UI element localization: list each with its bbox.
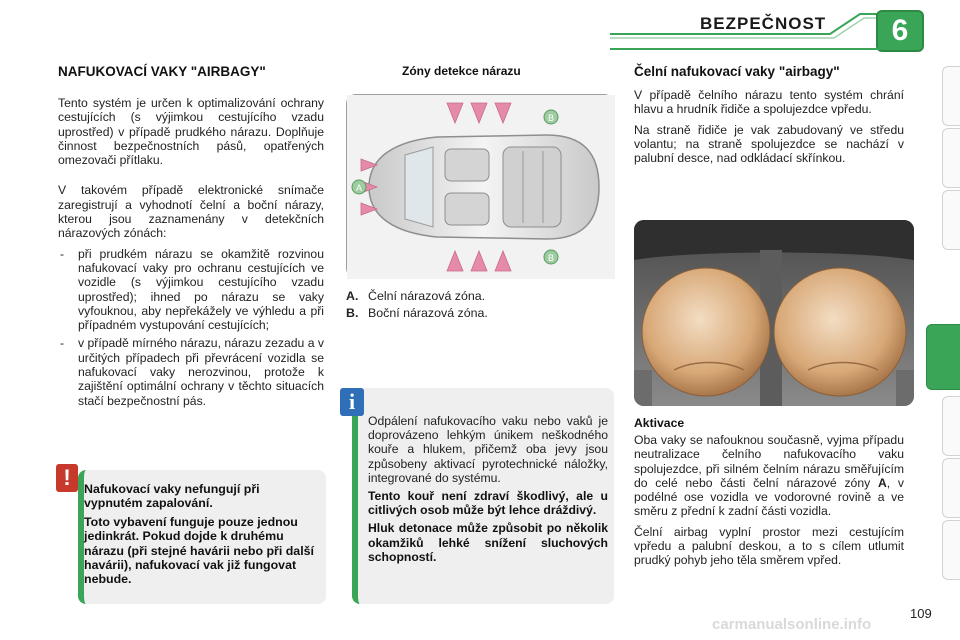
info-text xyxy=(368,414,608,568)
chapter-number-badge: 6 xyxy=(876,10,924,52)
list-item: - při prudkém nárazu se okamžitě rozvinou nafukovací vaky pro ochranu cestujících ve vozidle (s výjimkou cestujícího vzadu uprostřed); ihned po nárazu se vaky vyfouknou, aby nepřekážely ve výhledu a při případném vystupování cestujících; xyxy=(58,247,324,333)
legend-item-a: A. Čelní nárazová zóna. xyxy=(346,289,486,303)
front-airbags-photo xyxy=(634,220,914,406)
zone-legend xyxy=(346,288,488,322)
list-item: - v případě mírného nárazu, nárazu zezadu a v určitých případech při převrácení vozidla se nafukovací vaky nerozvinou, protože k zajištění optimální ochrany v těchto situacích stačí bezpečnostní pás. xyxy=(58,336,324,407)
front-airbags-title: Čelní nafukovací vaky "airbagy" xyxy=(634,64,840,79)
zone-a-marker: A xyxy=(355,183,363,193)
impact-zone-diagram xyxy=(346,94,614,278)
warning-body: Toto vybavení funguje pouze jednou jedinkrát. Pokud dojde k druhému nárazu (při stejné havárii nebo při další havárii), nafukovací vak již fungovat nebude. xyxy=(84,514,314,587)
activation-p1: Oba vaky se nafouknou současně, vyjma případu neutralizace čelního nafukovacího vaku spolujezdce, při silném čelním nárazu směřujícím do celé nebo části čelní nárazové zóny A, v podélné ose vozidla ve vodorovné rovině a ve směru z přední k zadní části vozidla. xyxy=(634,433,904,519)
warning-heading: Nafukovací vaky nefungují při vypnutém zapalování. xyxy=(84,482,260,511)
activation-p2: Čelní airbag vyplní prostor mezi cestujícím vpředu a palubní deskou, a to s cílem utlumit prudký pohyb jeho těla směrem vpřed. xyxy=(634,524,904,568)
header-rule xyxy=(610,48,880,50)
info-icon: i xyxy=(340,388,364,416)
deployment-list xyxy=(58,247,324,408)
chapter-side-tabs xyxy=(926,66,960,626)
chapter-tab[interactable] xyxy=(942,128,960,188)
left-column-text xyxy=(58,96,324,412)
warning-text xyxy=(84,482,320,591)
zones-title: Zóny detekce nárazu xyxy=(402,64,521,78)
front-airbags-p1: V případě čelního nárazu tento systém chrání hlavu a hrudník řidiče a spolujezdce vpředu. xyxy=(634,88,904,117)
page-number: 109 xyxy=(910,606,932,621)
zone-b-marker-top: B xyxy=(547,113,555,123)
chapter-tab[interactable] xyxy=(942,66,960,126)
legend-item-b: B. Boční nárazová zóna. xyxy=(346,306,488,320)
chapter-tab[interactable] xyxy=(942,396,960,456)
info-smoke-note: Tento kouř není zdraví škodlivý, ale u citlivých osob může být lehce dráždivý. xyxy=(368,489,608,518)
airbags-intro-paragraph: Tento systém je určen k optimalizování ochrany cestujících (s výjimkou cestujícího vzadu uprostřed) v případě prudkého nárazu. Doplňuje činnost bezpečnostních pásů, opatřených omezovači přítlaku. xyxy=(58,96,324,168)
watermark: carmanualsonline.info xyxy=(712,616,872,633)
page-header-title: BEZPEČNOST xyxy=(700,14,827,33)
chapter-tab[interactable] xyxy=(942,520,960,580)
front-airbags-text xyxy=(634,88,904,171)
zone-b-marker-bottom: B xyxy=(547,253,555,263)
airbags-section-title: NAFUKOVACÍ VAKY "AIRBAGY" xyxy=(58,64,266,79)
detection-paragraph: V takovém případě elektronické snímače zaregistrují a vyhodnotí čelní a boční nárazy, kterou jsou zaznamenány v detekčních nárazových zónách: xyxy=(58,183,324,241)
deployed-airbags-illustration xyxy=(634,220,914,406)
warning-icon: ! xyxy=(56,464,78,492)
info-noise-note: Hluk detonace může způsobit po několik okamžiků lehké snížení sluchových schopností. xyxy=(368,521,608,564)
chapter-tab-active[interactable] xyxy=(926,324,960,390)
car-top-view-illustration xyxy=(347,95,615,279)
info-paragraph: Odpálení nafukovacího vaku nebo vaků je doprovázeno lehkým únikem neškodného kouře a hlukem, přičemž oba jevy jsou způsobeny aktivací pyrotechnické náložky, integrované do systému. xyxy=(368,414,608,485)
activation-text xyxy=(634,433,904,574)
chapter-tab[interactable] xyxy=(942,190,960,250)
activation-title: Aktivace xyxy=(634,416,685,430)
chapter-tab[interactable] xyxy=(942,458,960,518)
activation-zone-ref: A xyxy=(877,475,887,490)
front-airbags-p2: Na straně řidiče je vak zabudovaný ve středu volantu; na straně spolujezdce se nachází v palubní desce, nad odkládací skřínkou. xyxy=(634,122,904,166)
